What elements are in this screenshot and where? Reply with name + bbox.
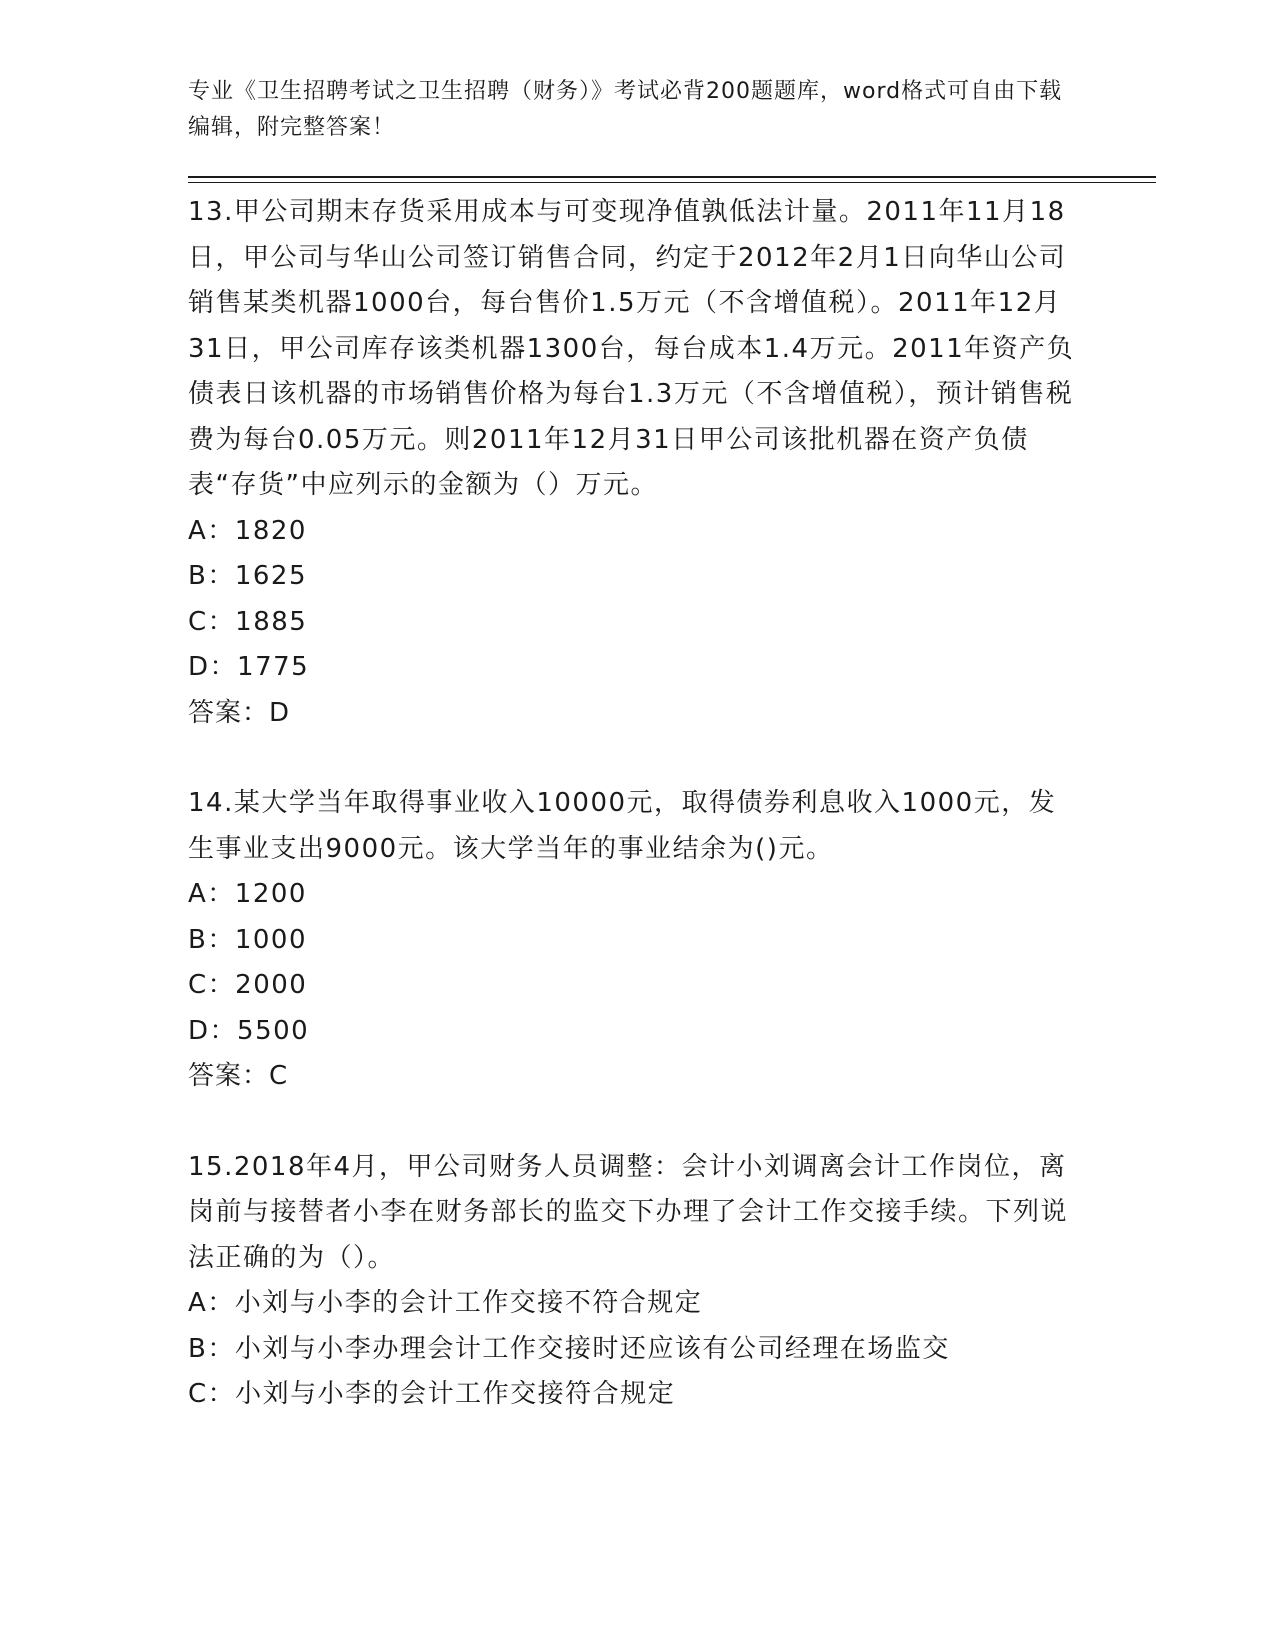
question-14 <box>188 781 1078 1100</box>
option-b: B：1000 <box>188 924 308 955</box>
question-spacer <box>188 736 1078 781</box>
option-a: A：小刘与小李的会计工作交接不符合规定 <box>188 1288 703 1318</box>
header-rule-thick <box>188 176 1156 178</box>
question-spacer <box>188 1100 1078 1145</box>
option-a: A：1820 <box>188 515 307 546</box>
question-text: 15.2018年4月，甲公司财务人员调整：会计小刘调离会计工作岗位，离岗前与接替者小李在财务部长的监交下办理了会计工作交接手续。下列说法正确的为（）。 <box>188 1151 1069 1273</box>
option-c: C：1885 <box>188 606 308 637</box>
document-header: 专业《卫生招聘考试之卫生招聘（财务）》考试必背200题题库，word格式可自由下载编辑，附完整答案！ <box>188 79 1063 140</box>
question-list <box>188 190 1078 1418</box>
option-d: D：1775 <box>188 652 310 682</box>
option-b: B：小刘与小李办理会计工作交接时还应该有公司经理在场监交 <box>188 1333 950 1364</box>
option-d: D：5500 <box>188 1015 310 1046</box>
question-text: 13.甲公司期末存货采用成本与可变现净值孰低法计量。2011年11月18日，甲公司与华山公司签订销售合同，约定于2012年2月1日向华山公司销售某类机器1000台，每台售价1.5万元（不含增值税）。2011年12月31日，甲公司库存该类机器1300台，每台成本1.4万元。2011年资产负债表日该机器的市场销售价格为每台1.3万元（不含增值税），预计销售税费为每台0.05万元。则2011年12月31日甲公司该批机器在资产负债表“存货”中应列示的金额为（）万元。 <box>188 197 1075 500</box>
answer: 答案：D <box>188 697 291 728</box>
question-15 <box>188 1145 1078 1418</box>
option-c: C：2000 <box>188 970 308 1000</box>
answer: 答案：C <box>188 1061 289 1091</box>
option-a: A：1200 <box>188 879 307 909</box>
header-rule-thin <box>188 182 1156 183</box>
option-b: B：1625 <box>188 561 308 591</box>
option-c: C：小刘与小李的会计工作交接符合规定 <box>188 1379 676 1409</box>
question-text: 14.某大学当年取得事业收入10000元，取得债券利息收入1000元，发生事业支出9000元。该大学当年的事业结余为()元。 <box>188 788 1057 864</box>
question-13 <box>188 190 1078 736</box>
